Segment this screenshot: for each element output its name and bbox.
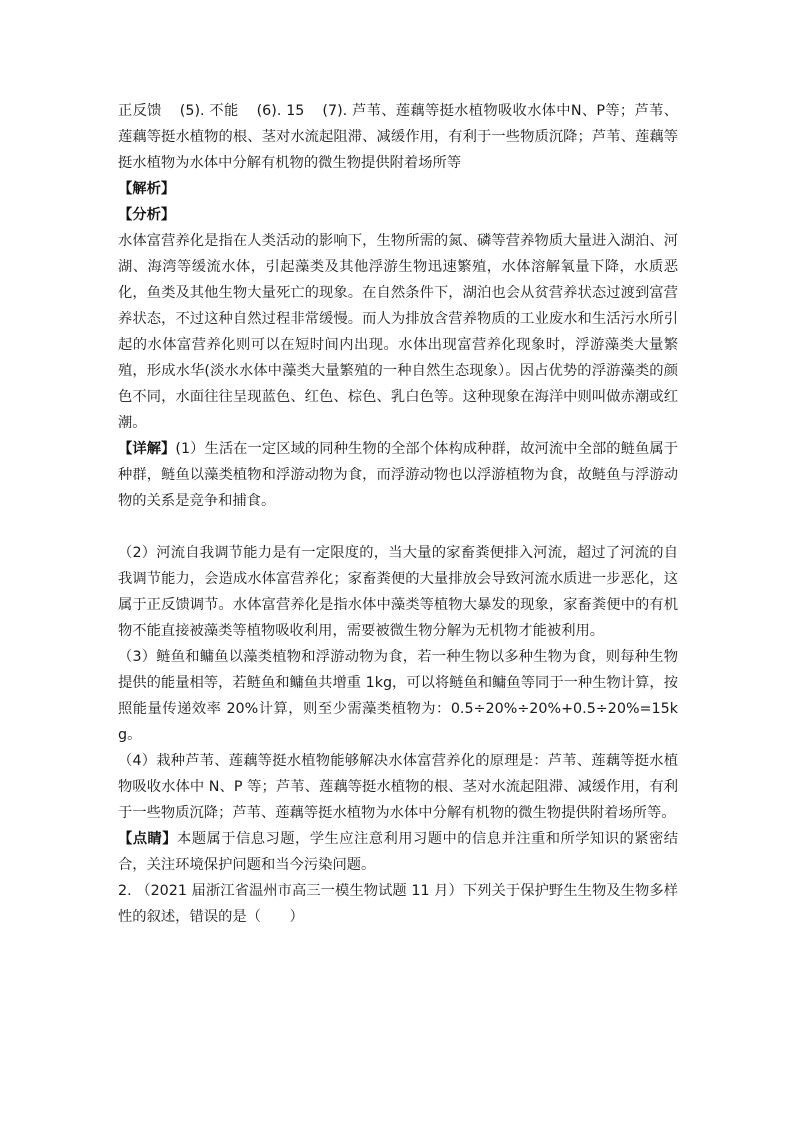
dianjing-paragraph	[118, 826, 678, 878]
answer-7: (7). 芦苇、莲藕等挺水植物吸收水体中N、P等；芦苇、莲藕等挺水植物的根、茎对水流起阻滞、减缓作用，有利于一些物质沉降；芦苇、莲藕等挺水植物为水体中分解有机物的微生物提供附着场所等	[118, 103, 678, 171]
answer-5: (5). 不能	[179, 103, 239, 119]
jiexi-label: 【解析】	[118, 181, 176, 197]
xiangjie-1-paragraph	[118, 436, 678, 514]
fenxi-label: 【分析】	[118, 207, 176, 223]
fenxi-text: 水体富营养化是指在人类活动的影响下，生物所需的氮、磷等营养物质大量进入湖泊、河湖、海湾等缓流水体，引起藻类及其他浮游生物迅速繁殖，水体溶解氧量下降，水质恶化，鱼类及其他生物大量死亡的现象。在自然条件下，湖泊也会从贫营养状态过渡到富营养状态，不过这种自然过程非常缓慢。而人为排放含营养物质的工业废水和生活污水所引起的水体富营养化则可以在短时间内出现。水体出现富营养化现象时，浮游藻类大量繁殖，形成水华(淡水水体中藻类大量繁殖的一种自然生态现象）。因占优势的浮游藻类的颜色不同，水面往往呈现蓝色、红色、棕色、乳白色等。这种现象在海洋中则叫做赤潮或红潮。	[118, 233, 678, 431]
blank-gap	[118, 514, 678, 540]
document-content	[118, 98, 678, 930]
xiangjie-2: （2）河流自我调节能力是有一定限度的，当大量的家畜粪便排入河流，超过了河流的自我调节能力，会造成水体富营养化；家畜粪便的大量排放会导致河流水质进一步恶化，这属于正反馈调节。水体富营养化是指水体中藻类等植物大暴发的现象，家畜粪便中的有机物不能直接被藻类等植物吸收利用，需要被微生物分解为无机物才能被利用。	[118, 545, 678, 639]
xiangjie-label: 【详解】	[118, 441, 176, 457]
answer-6: (6). 15	[256, 103, 305, 119]
xiangjie-3: （3）鲢鱼和鳙鱼以藻类植物和浮游动物为食，若一种生物以多种生物为食，则每种生物提供的能量相等，若鲢鱼和鳙鱼共增重 1kg，可以将鲢鱼和鳙鱼等同于一种生物计算，按照能量传递效率 20%计算，则至少需藻类植物为：0.5÷20%÷20%+0.5÷20%=15kg。	[118, 649, 678, 743]
question-2: 2. （2021 届浙江省温州市高三一模生物试题 11 月）下列关于保护野生生物及生物多样性的叙述，错误的是（ ）	[118, 883, 678, 925]
answer-block	[118, 98, 678, 176]
answer-part-1: 正反馈	[118, 103, 162, 119]
xiangjie-4: （4）栽种芦苇、莲藕等挺水植物能够解决水体富营养化的原理是：芦苇、莲藕等挺水植物吸收水体中 N、P 等；芦苇、莲藕等挺水植物的根、茎对水流起阻滞、减缓作用，有利于一些物质沉降；芦苇、莲藕等挺水植物为水体中分解有机物的微生物提供附着场所等。	[118, 753, 678, 821]
dianjing-label: 【点睛】	[118, 831, 177, 847]
dianjing-text: 本题属于信息习题，学生应注意利用习题中的信息并注重和所学知识的紧密结合，关注环境保护问题和当今污染问题。	[118, 831, 679, 873]
xiangjie-1: (1）生活在一定区域的同种生物的全部个体构成种群，故河流中全部的鲢鱼属于种群，鲢鱼以藻类植物和浮游动物为食，而浮游动物也以浮游植物为食，故鲢鱼与浮游动物的关系是竞争和捕食。	[118, 441, 679, 509]
